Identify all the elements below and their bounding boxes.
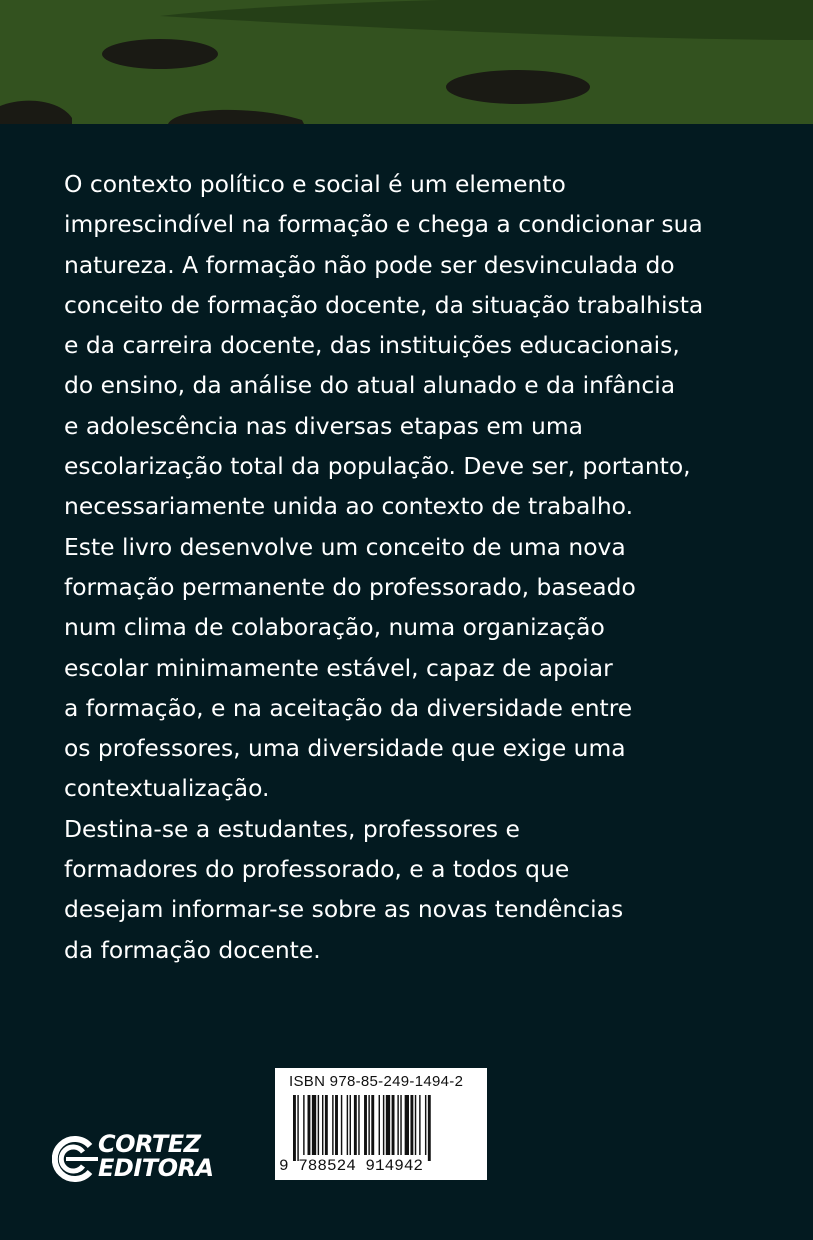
blurb-line: da formação docente. bbox=[64, 935, 321, 964]
camouflage-shapes bbox=[0, 0, 813, 124]
blurb-line: num clima de colaboração, numa organização bbox=[64, 613, 605, 642]
blurb-line: formadores do professorado, e a todos que bbox=[64, 855, 570, 884]
barcode-digits: 9 788524 914942 bbox=[279, 1157, 424, 1175]
blurb-line: do ensino, da análise do atual alunado e da infância bbox=[64, 371, 676, 400]
isbn-barcode bbox=[275, 1068, 487, 1180]
blurb-line: necessariamente unida ao contexto de trabalho. bbox=[64, 492, 634, 521]
blurb-line: a formação, e na aceitação da diversidade entre bbox=[64, 693, 633, 722]
blurb-line: conceito de formação docente, da situação trabalhista bbox=[64, 290, 704, 319]
publisher-logo bbox=[52, 1130, 214, 1184]
blurb-line: natureza. A formação não pode ser desvinculada do bbox=[64, 250, 675, 279]
blurb-line: escolarização total da população. Deve ser, portanto, bbox=[64, 452, 691, 481]
publisher-logo-mark-icon bbox=[52, 1134, 98, 1184]
blurb-line: e da carreira docente, das instituições educacionais, bbox=[64, 331, 680, 360]
blurb-line: formação permanente do professorado, baseado bbox=[64, 572, 636, 601]
blurb-line: Destina-se a estudantes, professores e bbox=[64, 814, 520, 843]
blurb-line: escolar minimamente estável, capaz de apoiar bbox=[64, 653, 613, 682]
blurb-line: imprescindível na formação e chega a condicionar sua bbox=[64, 210, 703, 239]
publisher-name-line1: CORTEZ bbox=[98, 1130, 201, 1158]
blurb-line: e adolescência nas diversas etapas em uma bbox=[64, 411, 583, 440]
blurb-line: contextualização. bbox=[64, 774, 270, 803]
blurb-line: desejam informar-se sobre as novas tendências bbox=[64, 895, 624, 924]
blurb-line: Este livro desenvolve um conceito de uma nova bbox=[64, 532, 626, 561]
isbn-label: ISBN 978-85-249-1494-2 bbox=[289, 1073, 464, 1090]
blurb-line: os professores, uma diversidade que exige uma bbox=[64, 734, 626, 763]
blurb-line: O contexto político e social é um elemento bbox=[64, 170, 566, 198]
publisher-name-line2: EDITORA bbox=[98, 1154, 214, 1182]
back-cover-blurb bbox=[64, 164, 754, 970]
top-decorative-band bbox=[0, 0, 813, 124]
